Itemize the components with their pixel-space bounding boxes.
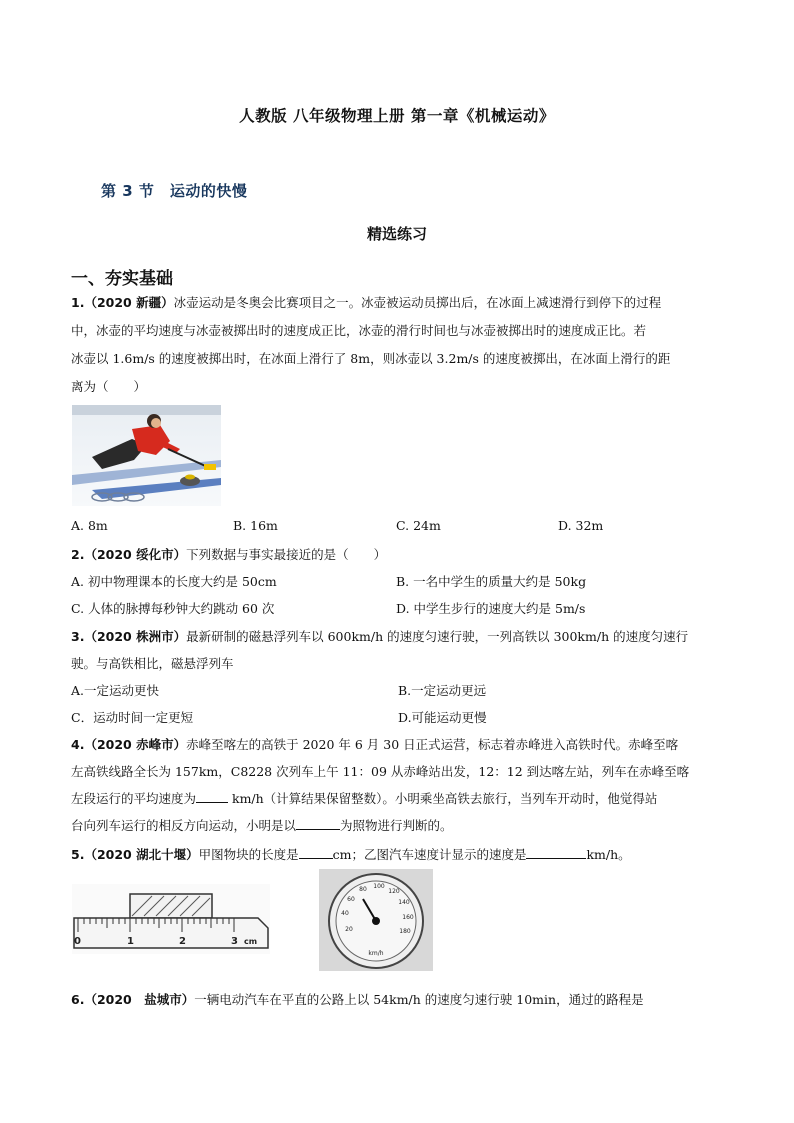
q5-number: 5. <box>71 847 85 862</box>
ruler-label-1: 1 <box>127 936 134 947</box>
q4-line-1 <box>71 735 678 753</box>
curling-photo <box>72 405 221 506</box>
q4-blank-speed[interactable] <box>196 790 228 803</box>
q3-line-1 <box>71 627 688 645</box>
q1-line-3: 冰壶以 1.6m/s 的速度被掷出时，在冰面上滑行了 8m，则冰壶以 3.2m/s 的速度被掷出，在冰面上滑行的距 <box>71 351 671 366</box>
q5-text-c: km/h。 <box>586 847 631 862</box>
exercise-subtitle: 精选练习 <box>366 225 427 243</box>
q6-number: 6. <box>71 992 85 1007</box>
q5-text-a: 甲图物块的长度是 <box>198 847 299 862</box>
q4-text-4b: 为照物进行判断的。 <box>340 818 453 833</box>
q1-line-1 <box>71 293 661 311</box>
q4-line-2: 左高铁线路全长为 157km，C8228 次列车上午 11：09 从赤峰站出发，12：12 到达喀左站，列车在赤峰至喀 <box>71 764 690 779</box>
gauge-label-60: 60 <box>347 896 355 903</box>
q4-number: 4. <box>71 737 85 752</box>
q1-option-b: B. 16m <box>233 518 278 533</box>
q3-option-a: A.一定运动更快 <box>71 683 160 698</box>
q5-line-1 <box>71 845 631 863</box>
gauge-unit: km/h <box>368 950 384 957</box>
q4-blank-reference[interactable] <box>296 817 340 830</box>
q1-line-2: 中，冰壶的平均速度与冰壶被掷出时的速度成正比，冰壶的滑行时间也与冰壶被掷出时的速度成正比。若 <box>71 323 647 338</box>
ruler-unit: cm <box>244 937 258 946</box>
q3-line-2: 驶。与高铁相比，磁悬浮列车 <box>71 656 234 671</box>
q2-option-a: A. 初中物理课本的长度大约是 50cm <box>71 574 277 589</box>
q1-text-1: 冰壶运动是冬奥会比赛项目之一。冰壶被运动员掷出后，在冰面上减速滑行到停下的过程 <box>173 295 662 310</box>
q1-line-4: 离为（ ） <box>71 379 147 394</box>
q6-line-1 <box>71 990 644 1008</box>
part-heading: 一、夯实基础 <box>71 269 173 289</box>
q4-text-3b: km/h（计算结果保留整数）。小明乘坐高铁去旅行，当列车开动时，他觉得站 <box>228 791 658 806</box>
gauge-label-180: 180 <box>399 928 411 935</box>
q5-source: （2020 湖北十堰） <box>84 847 199 862</box>
q1-source: （2020 新疆） <box>84 295 174 310</box>
q5-text-b: cm；乙图汽车速度计显示的速度是 <box>332 847 527 862</box>
q1-number: 1. <box>71 295 85 310</box>
q2-option-b: B. 一名中学生的质量大约是 50kg <box>396 574 587 589</box>
q2-stem: 下列数据与事实最接近的是（ ） <box>186 547 387 562</box>
ruler-label-3: 3 <box>231 936 238 947</box>
q5-blank-length[interactable] <box>299 846 333 859</box>
section-title: 第 3 节 运动的快慢 <box>101 182 248 200</box>
q4-text-3a: 左段运行的平均速度为 <box>71 791 197 806</box>
gauge-label-80: 80 <box>359 886 367 893</box>
q3-option-b: B.一定运动更远 <box>398 683 487 698</box>
gauge-label-140: 140 <box>398 899 410 906</box>
q3-option-d: D.可能运动更慢 <box>398 710 487 725</box>
q3-text-1: 最新研制的磁悬浮列车以 600km/h 的速度匀速行驶，一列高铁以 300km/h 的速度匀速行 <box>186 629 689 644</box>
q4-source: （2020 赤峰市） <box>84 737 187 752</box>
q1-option-d: D. 32m <box>558 518 604 533</box>
gauge-label-100: 100 <box>373 883 385 890</box>
q6-source: （2020 盐城市） <box>84 992 195 1007</box>
q3-number: 3. <box>71 629 85 644</box>
q2-line-1 <box>71 545 386 563</box>
q4-text-4a: 台向列车运行的相反方向运动，小明是以 <box>71 818 297 833</box>
q4-text-1: 赤峰至喀左的高铁于 2020 年 6 月 30 日正式运营，标志着赤峰进入高铁时代。赤峰至喀 <box>186 737 679 752</box>
ruler-label-2: 2 <box>179 936 186 947</box>
q3-source: （2020 株洲市） <box>84 629 187 644</box>
q2-option-c: C. 人体的脉搏每秒钟大约跳动 60 次 <box>71 601 275 616</box>
gauge-label-40: 40 <box>341 910 349 917</box>
gauge-label-120: 120 <box>388 888 400 895</box>
ruler-label-0: 0 <box>74 936 81 947</box>
q2-option-d: D. 中学生步行的速度大约是 5m/s <box>396 601 586 616</box>
q6-stem: 一辆电动汽车在平直的公路上以 54km/h 的速度匀速行驶 10min，通过的路程是 <box>194 992 644 1007</box>
gauge-label-160: 160 <box>402 914 414 921</box>
q2-source: （2020 绥化市） <box>84 547 187 562</box>
q4-line-3 <box>71 789 657 807</box>
page-title: 人教版 八年级物理上册 第一章《机械运动》 <box>239 107 555 125</box>
q1-option-a: A. 8m <box>71 518 108 533</box>
q2-number: 2. <box>71 547 85 562</box>
q5-blank-speed[interactable] <box>526 846 586 859</box>
q3-option-c: C．运动时间一定更短 <box>71 710 194 725</box>
gauge-label-20: 20 <box>345 926 353 933</box>
q1-option-c: C. 24m <box>396 518 441 533</box>
speedometer-figure <box>319 869 433 971</box>
q4-line-4 <box>71 816 453 834</box>
ruler-figure <box>72 884 270 954</box>
